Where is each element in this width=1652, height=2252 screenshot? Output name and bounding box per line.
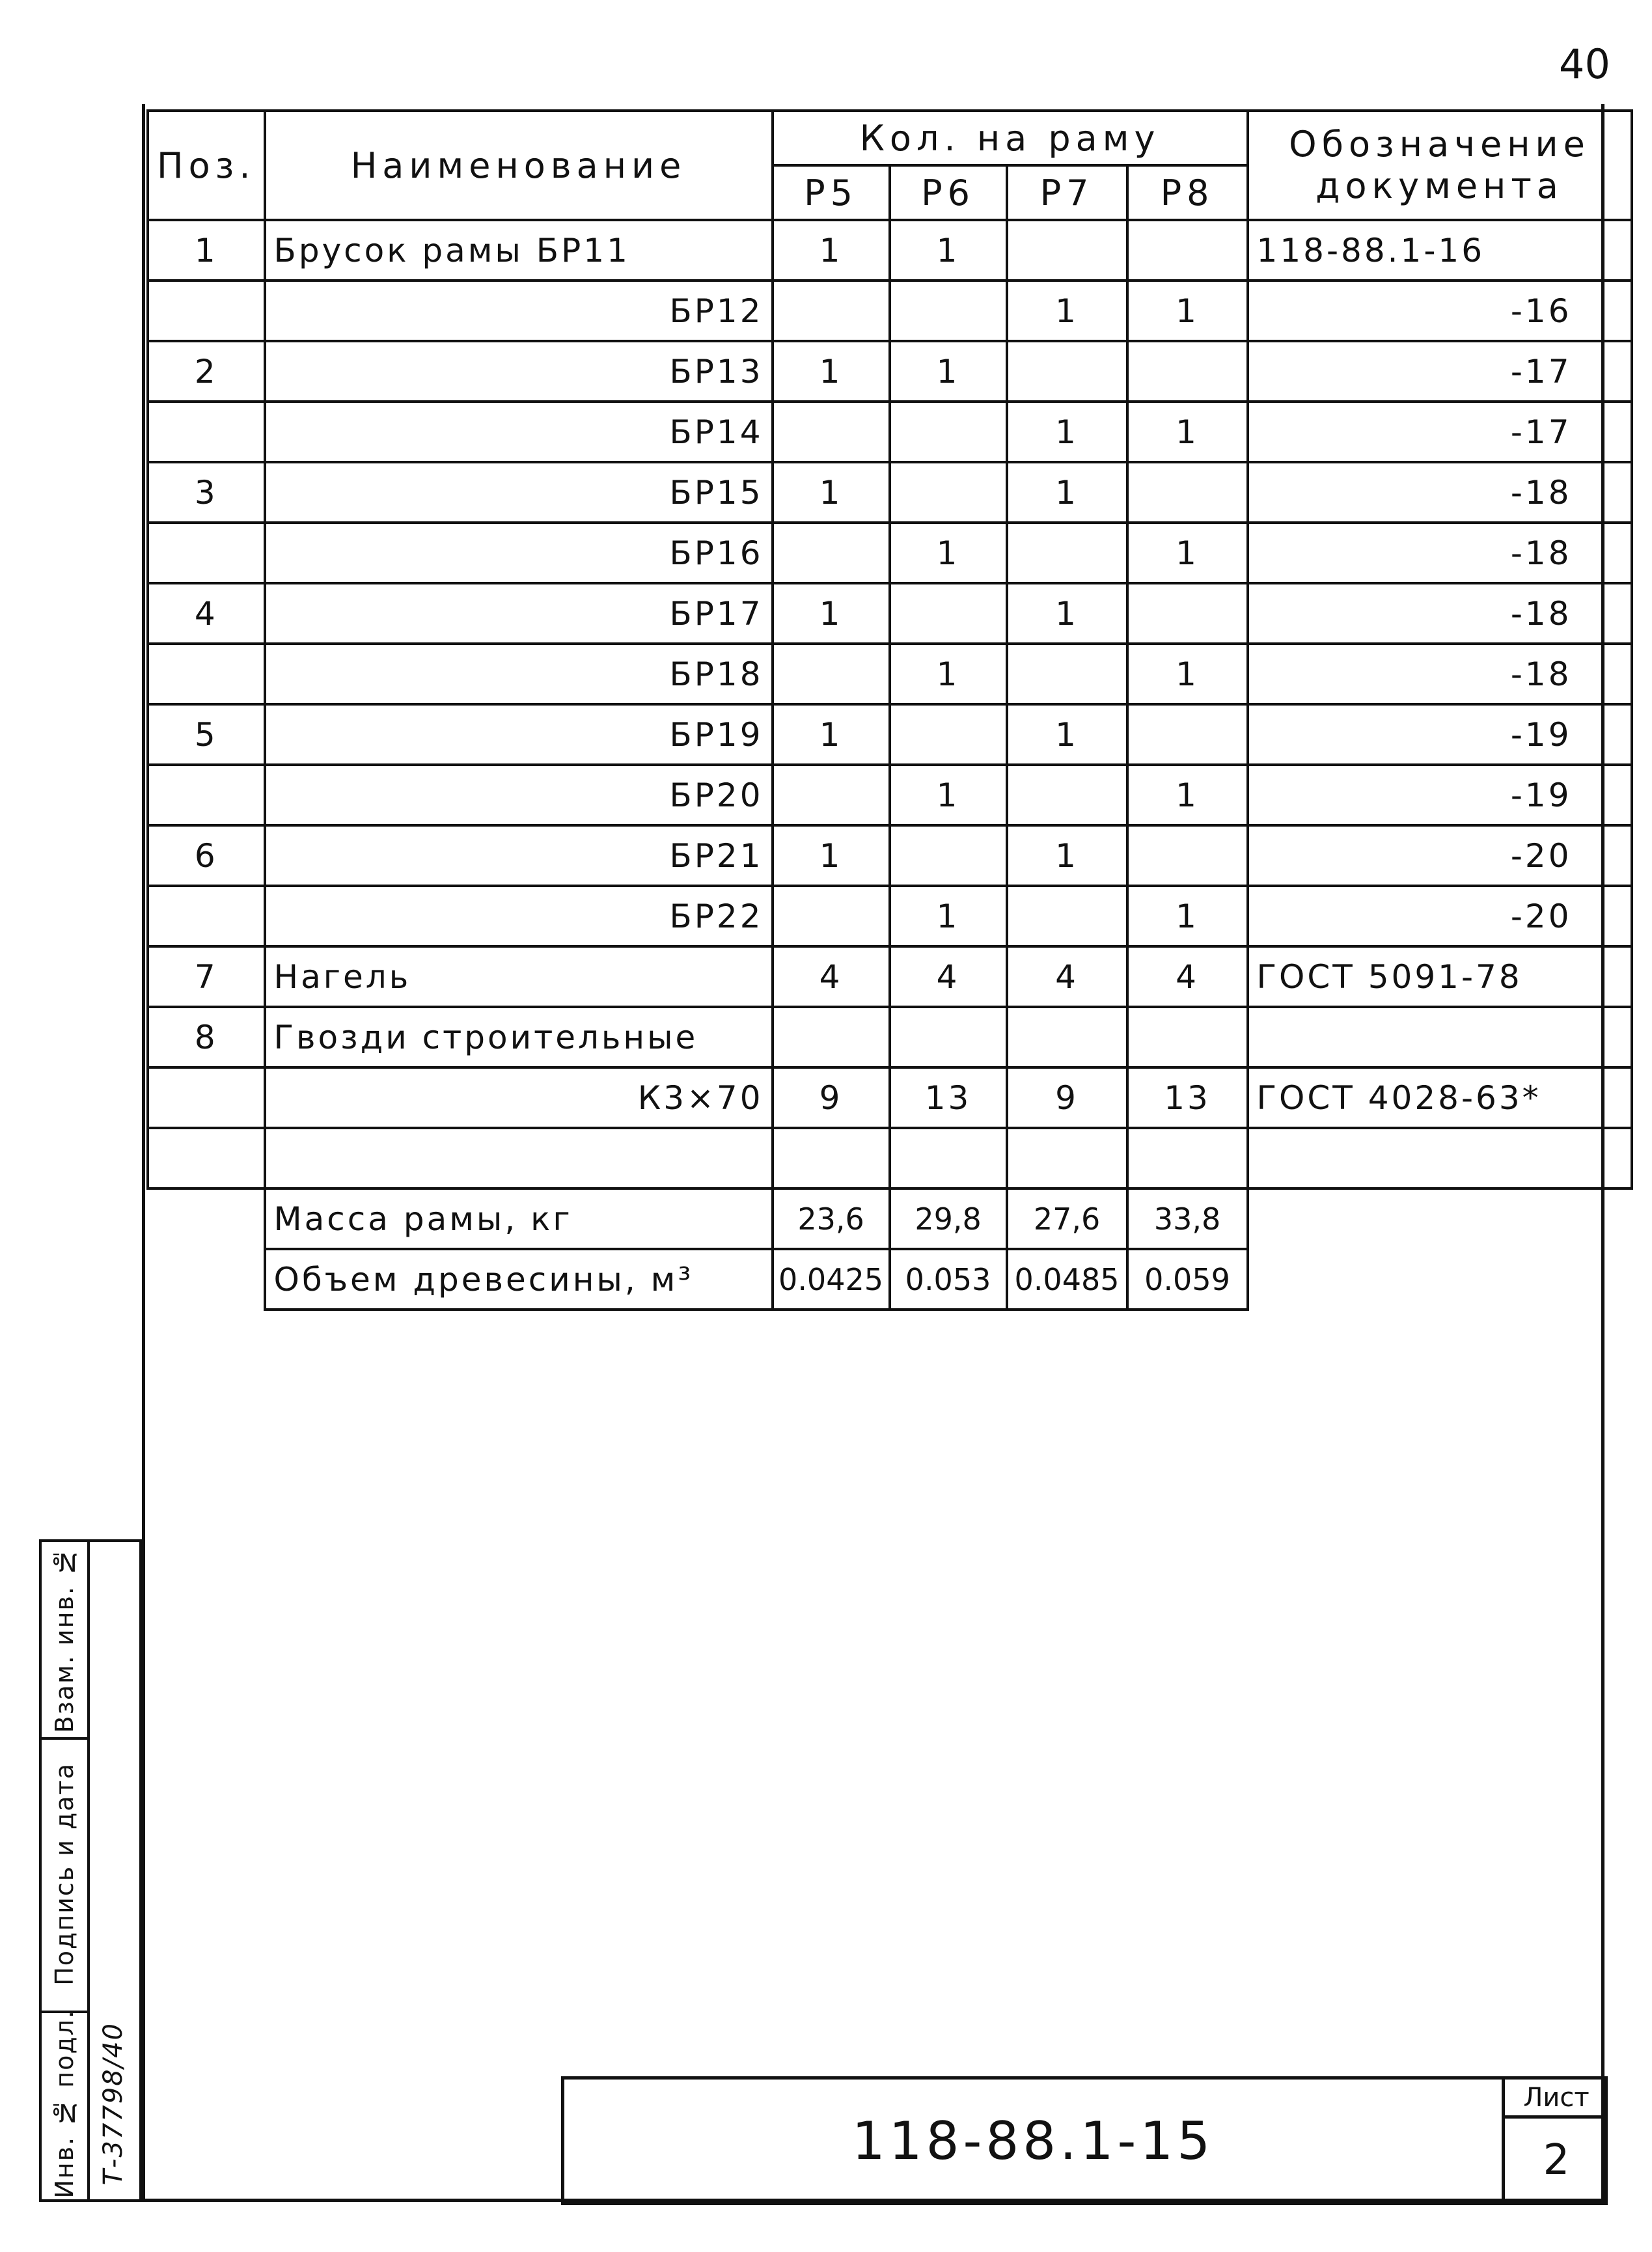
cell-qty-r7: 1 [1007,462,1127,523]
cell-doc: -18 [1248,583,1632,644]
header-doc: Обозначение документа [1248,111,1632,220]
totals-label: Масса рамы, кг [265,1188,773,1249]
cell-doc: -17 [1248,341,1632,402]
cell-name: БР20 [265,765,773,825]
cell-qty-r5: 1 [773,462,890,523]
title-block [561,2076,1608,2205]
cell-name: БР18 [265,644,773,704]
header-frame-r6: Р6 [890,165,1007,220]
cell-qty-r7: 9 [1007,1067,1127,1128]
cell-qty-r8: 13 [1127,1067,1248,1128]
cell-qty-r8: 1 [1127,281,1248,341]
cell-qty-r8: 1 [1127,644,1248,704]
header-frame-r8: Р8 [1127,165,1248,220]
sheet-number: 2 [1543,2136,1570,2184]
cell-pos: 8 [148,1007,265,1067]
cell-qty-r8: 1 [1127,523,1248,583]
stamp-signature [42,1737,87,2013]
cell-qty-r8 [1127,1007,1248,1067]
cell-name: БР14 [265,402,773,462]
cell-qty-r7: 1 [1007,583,1127,644]
cell-name: БР12 [265,281,773,341]
cell-qty-r6 [890,1007,1007,1067]
header-frame-r5: Р5 [773,165,890,220]
cell-pos [148,1067,265,1128]
page-number: 40 [1559,40,1610,88]
cell-name: Нагель [265,946,773,1007]
cell-qty-r8 [1127,462,1248,523]
cell-qty-r8 [1127,704,1248,765]
table-row [148,462,1632,523]
cell-pos [148,644,265,704]
cell-qty-r6: 1 [890,523,1007,583]
cell-name: БР16 [265,523,773,583]
cell-name: БР21 [265,825,773,886]
table-row [148,583,1632,644]
cell-doc: -18 [1248,462,1632,523]
cell-doc [1248,1128,1632,1188]
cell-qty-r8: 4 [1127,946,1248,1007]
cell-qty-r5 [773,644,890,704]
header-row-1 [148,111,1632,165]
cell-qty-r8 [1127,583,1248,644]
header-frame-r7: Р7 [1007,165,1127,220]
cell-pos: 3 [148,462,265,523]
cell-pos: 5 [148,704,265,765]
side-stamp [39,1539,142,2202]
cell-qty-r5 [773,1007,890,1067]
cell-qty-r6 [890,402,1007,462]
cell-name: БР13 [265,341,773,402]
table-row [148,765,1632,825]
table-row [148,1067,1632,1128]
cell-pos [148,1128,265,1188]
cell-doc: -18 [1248,523,1632,583]
stamp-inv-orig [42,2011,87,2197]
cell-qty-r8 [1127,341,1248,402]
cell-qty-r6 [890,1128,1007,1188]
cell-qty-r6 [890,281,1007,341]
cell-qty-r6: 1 [890,220,1007,281]
sheet-label: Лист [1505,2080,1608,2119]
cell-pos: 2 [148,341,265,402]
totals-blank [148,1188,265,1249]
cell-qty-r8: 1 [1127,402,1248,462]
cell-pos [148,765,265,825]
cell-doc: -18 [1248,644,1632,704]
totals-label: Объем древесины, м³ [265,1249,773,1310]
cell-qty-r6 [890,462,1007,523]
totals-r7: 0.0485 [1007,1249,1127,1310]
cell-qty-r7 [1007,1128,1127,1188]
cell-qty-r5: 1 [773,825,890,886]
table-row [148,220,1632,281]
cell-qty-r8: 1 [1127,765,1248,825]
cell-qty-r5 [773,402,890,462]
totals-row-volume [148,1249,1632,1310]
header-pos: Поз. [148,111,265,220]
cell-qty-r5: 1 [773,704,890,765]
table-row [148,341,1632,402]
cell-qty-r5 [773,281,890,341]
cell-qty-r7 [1007,886,1127,946]
table-row [148,825,1632,886]
cell-qty-r7: 4 [1007,946,1127,1007]
table-row [148,1128,1632,1188]
totals-r6: 29,8 [890,1188,1007,1249]
cell-name [265,1128,773,1188]
table-row [148,886,1632,946]
totals-r7: 27,6 [1007,1188,1127,1249]
totals-blank [1248,1249,1632,1310]
stamp-inv-repl-label: Взам. инв. № [50,1546,79,1733]
frame-left-border [142,104,145,2200]
totals-r6: 0.053 [890,1249,1007,1310]
cell-qty-r6: 4 [890,946,1007,1007]
table-row [148,523,1632,583]
cell-pos [148,886,265,946]
document-code: 118-88.1-15 [851,2110,1215,2171]
cell-name: БР19 [265,704,773,765]
cell-doc: ГОСТ 4028-63* [1248,1067,1632,1128]
cell-qty-r6: 1 [890,341,1007,402]
cell-qty-r8 [1127,825,1248,886]
cell-doc: -17 [1248,402,1632,462]
cell-qty-r5 [773,523,890,583]
cell-qty-r5: 1 [773,341,890,402]
stamp-inv-orig-label: Инв. № подл. [50,2009,79,2199]
table-row [148,946,1632,1007]
cell-qty-r5: 9 [773,1067,890,1128]
cell-qty-r7 [1007,1007,1127,1067]
cell-pos: 7 [148,946,265,1007]
cell-qty-r6: 1 [890,644,1007,704]
cell-qty-r6 [890,583,1007,644]
stamp-value-column [90,1542,137,2199]
table-row [148,644,1632,704]
cell-pos: 4 [148,583,265,644]
cell-pos [148,402,265,462]
cell-qty-r7 [1007,765,1127,825]
stamp-signature-label: Подпись и дата [50,1762,79,1986]
cell-qty-r5 [773,1128,890,1188]
cell-name: Брусок рамы БР11 [265,220,773,281]
cell-qty-r6 [890,825,1007,886]
cell-doc: -19 [1248,704,1632,765]
totals-r5: 23,6 [773,1188,890,1249]
cell-qty-r7: 1 [1007,825,1127,886]
totals-r8: 0.059 [1127,1249,1248,1310]
totals-row-mass [148,1188,1632,1249]
cell-name: БР17 [265,583,773,644]
stamp-label-column [42,1542,90,2199]
cell-doc: ГОСТ 5091-78 [1248,946,1632,1007]
stamp-inv-value: Т-37798/40 [98,2022,128,2186]
table-row [148,281,1632,341]
cell-doc: 118-88.1-16 [1248,220,1632,281]
cell-doc: -19 [1248,765,1632,825]
cell-qty-r7: 1 [1007,402,1127,462]
cell-doc: -20 [1248,825,1632,886]
totals-blank [1248,1188,1632,1249]
totals-blank [148,1249,265,1310]
cell-name: Гвозди строительные [265,1007,773,1067]
header-qty-group: Кол. на раму [773,111,1248,165]
cell-qty-r7 [1007,220,1127,281]
cell-pos [148,523,265,583]
stamp-inv-repl [42,1542,87,1740]
cell-qty-r5: 1 [773,220,890,281]
cell-qty-r6: 13 [890,1067,1007,1128]
sheet-box [1502,2080,1608,2202]
cell-doc: -20 [1248,886,1632,946]
cell-qty-r7 [1007,523,1127,583]
header-name: Наименование [265,111,773,220]
cell-qty-r8 [1127,220,1248,281]
table-row [148,1007,1632,1067]
specification-table [146,109,1633,1311]
cell-qty-r6: 1 [890,886,1007,946]
cell-qty-r5 [773,886,890,946]
cell-name: БР15 [265,462,773,523]
cell-qty-r5 [773,765,890,825]
cell-name: БР22 [265,886,773,946]
table-row [148,402,1632,462]
cell-qty-r8 [1127,1128,1248,1188]
cell-pos: 1 [148,220,265,281]
cell-qty-r5: 1 [773,583,890,644]
stamp-inv-value-cell [90,2011,137,2197]
cell-qty-r6: 1 [890,765,1007,825]
cell-qty-r7: 1 [1007,281,1127,341]
cell-qty-r7 [1007,644,1127,704]
totals-r5: 0.0425 [773,1249,890,1310]
cell-qty-r7 [1007,341,1127,402]
cell-doc [1248,1007,1632,1067]
cell-qty-r8: 1 [1127,886,1248,946]
cell-pos [148,281,265,341]
cell-qty-r6 [890,704,1007,765]
cell-name: К3×70 [265,1067,773,1128]
cell-qty-r5: 4 [773,946,890,1007]
cell-doc: -16 [1248,281,1632,341]
table-row [148,704,1632,765]
cell-pos: 6 [148,825,265,886]
totals-r8: 33,8 [1127,1188,1248,1249]
cell-qty-r7: 1 [1007,704,1127,765]
